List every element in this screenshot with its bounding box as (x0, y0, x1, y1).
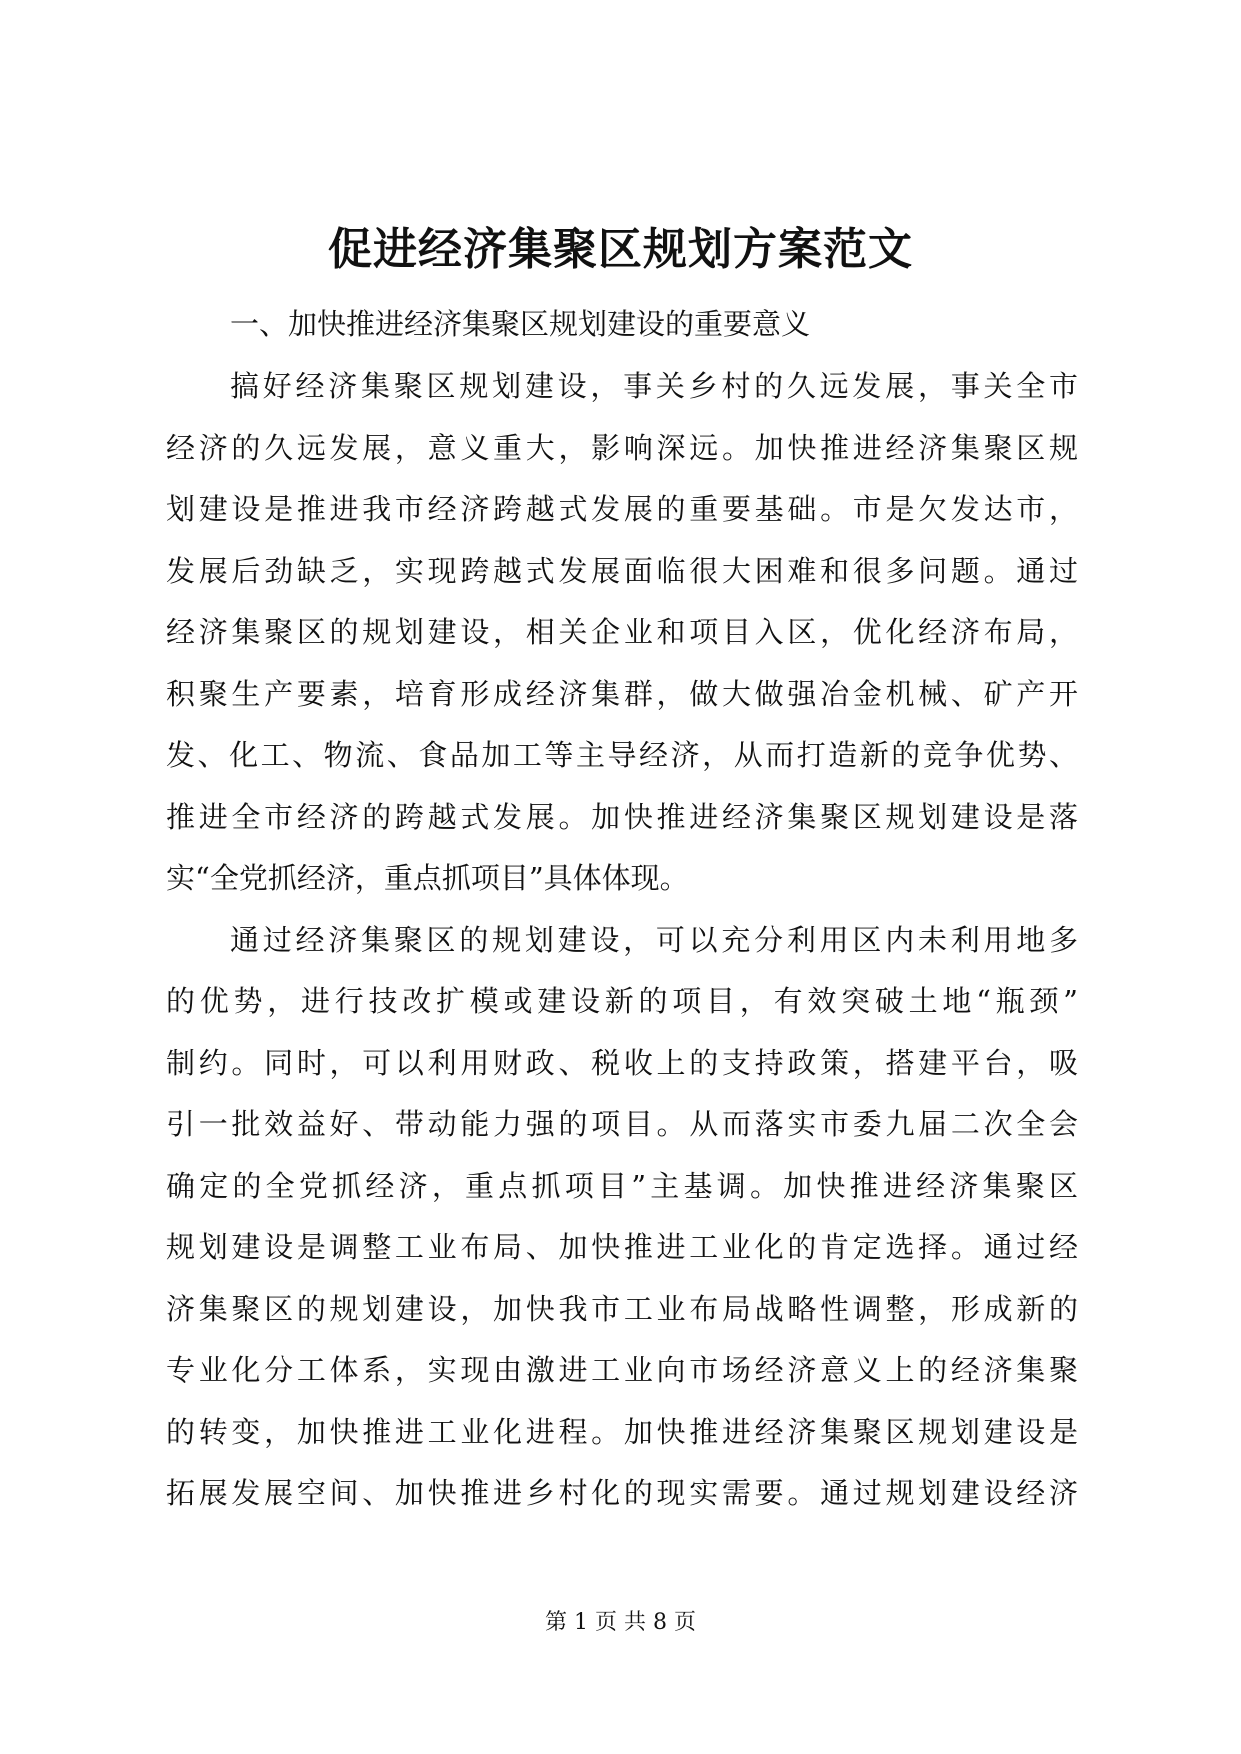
paragraph-line: 的优势，进行技改扩模或建设新的项目，有效突破土地“瓶颈” (166, 984, 1078, 1018)
page-footer: 第 1 页 共 8 页 (545, 1610, 696, 1635)
paragraph-line: 拓展发展空间、加快推进乡村化的现实需要。通过规划建设经济 (166, 1476, 1078, 1510)
paragraph-line: 经济集聚区的规划建设，相关企业和项目入区，优化经济布局， (166, 615, 1078, 649)
paragraph-2 (166, 910, 1078, 1525)
paragraph-line: 实“全党抓经济，重点抓项目”具体体现。 (166, 861, 689, 895)
section-heading: 一、加快推进经济集聚区规划建设的重要意义 (230, 307, 811, 341)
paragraph-line: 划建设是推进我市经济跨越式发展的重要基础。市是欠发达市， (166, 492, 1078, 526)
paragraph-line: 发、化工、物流、食品加工等主导经济，从而打造新的竞争优势、 (166, 738, 1078, 772)
paragraph-line: 确定的全党抓经济，重点抓项目”主基调。加快推进经济集聚区 (166, 1168, 1078, 1203)
paragraph-line: 规划建设是调整工业布局、加快推进工业化的肯定选择。通过经 (166, 1230, 1078, 1264)
paragraph-line: 的转变，加快推进工业化进程。加快推进经济集聚区规划建设是 (166, 1414, 1078, 1449)
paragraph-line: 积聚生产要素，培育形成经济集群，做大做强冶金机械、矿产开 (166, 676, 1078, 711)
document-body (166, 292, 1078, 1525)
paragraph-line: 通过经济集聚区的规划建设，可以充分利用区内未利用地多 (230, 922, 1078, 957)
paragraph-line: 济集聚区的规划建设，加快我市工业布局战略性调整，形成新的 (166, 1291, 1078, 1326)
paragraph-line: 发展后劲缺乏，实现跨越式发展面临很大困难和很多问题。通过 (166, 553, 1078, 588)
paragraph-line: 搞好经济集聚区规划建设，事关乡村的久远发展，事关全市 (230, 369, 1078, 403)
paragraph-line: 制约。同时，可以利用财政、税收上的支持政策，搭建平台，吸 (166, 1045, 1078, 1080)
paragraph-line: 引一批效益好、带动能力强的项目。从而落实市委九届二次全会 (166, 1107, 1078, 1141)
document-title: 促进经济集聚区规划方案范文 (328, 224, 913, 275)
paragraph-line: 经济的久远发展，意义重大，影响深远。加快推进经济集聚区规 (166, 430, 1078, 465)
paragraph-line: 推进全市经济的跨越式发展。加快推进经济集聚区规划建设是落 (166, 799, 1078, 834)
paragraph-line: 专业化分工体系，实现由激进工业向市场经济意义上的经济集聚 (166, 1353, 1078, 1387)
paragraph-1 (166, 356, 1078, 910)
